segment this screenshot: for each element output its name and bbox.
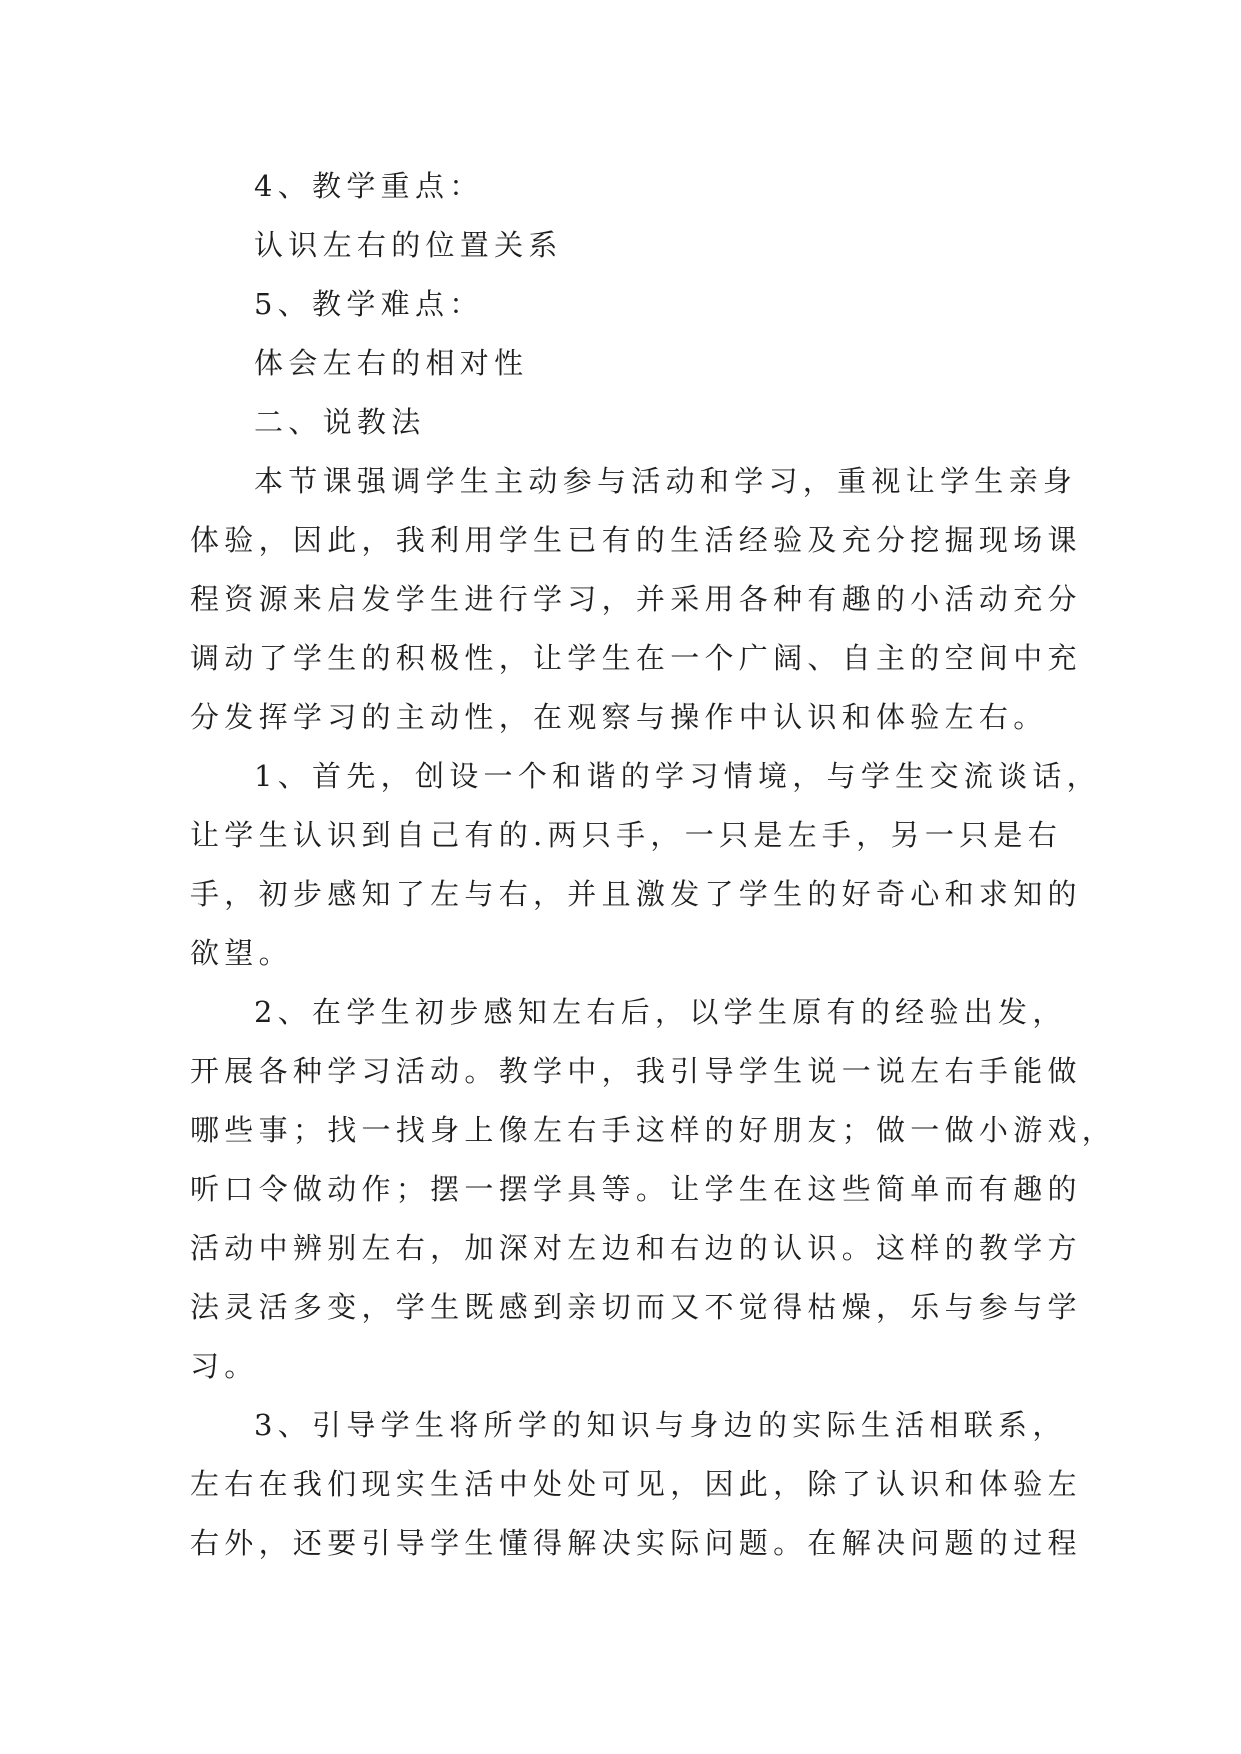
heading-teaching-focus: 4、教学重点： — [254, 169, 484, 203]
paragraph-line: 习。 — [190, 1349, 259, 1383]
heading-teaching-difficulty: 5、教学难点： — [254, 287, 484, 321]
teaching-focus-text: 认识左右的位置关系 — [254, 228, 563, 262]
paragraph-line: 2、在学生初步感知左右后，以学生原有的经验出发， — [254, 995, 1067, 1029]
paragraph-line: 哪些事；找一找身上像左右手这样的好朋友；做一做小游戏， — [190, 1113, 1117, 1147]
paragraph-line: 3、引导学生将所学的知识与身边的实际生活相联系， — [254, 1408, 1067, 1442]
paragraph-line: 调动了学生的积极性，让学生在一个广阔、自主的空间中充 — [190, 641, 1082, 675]
paragraph-line: 程资源来启发学生进行学习，并采用各种有趣的小活动充分 — [190, 582, 1082, 616]
paragraph-line: 开展各种学习活动。教学中，我引导学生说一说左右手能做 — [190, 1054, 1082, 1088]
paragraph-line: 体验，因此，我利用学生已有的生活经验及充分挖掘现场课 — [190, 523, 1082, 557]
teaching-difficulty-text: 体会左右的相对性 — [254, 346, 529, 380]
section-heading-teaching-method: 二、说教法 — [254, 405, 426, 439]
paragraph-line: 分发挥学习的主动性，在观察与操作中认识和体验左右。 — [190, 700, 1048, 734]
paragraph-line: 欲望。 — [190, 936, 293, 970]
paragraph-line: 1、首先，创设一个和谐的学习情境，与学生交流谈话， — [254, 759, 1101, 793]
paragraph-line: 让学生认识到自己有的.两只手，一只是左手，另一只是右 — [190, 818, 1063, 852]
paragraph-line: 听口令做动作；摆一摆学具等。让学生在这些简单而有趣的 — [190, 1172, 1082, 1206]
paragraph-line: 手，初步感知了左与右，并且激发了学生的好奇心和求知的 — [190, 877, 1082, 911]
paragraph-line: 法灵活多变，学生既感到亲切而又不觉得枯燥，乐与参与学 — [190, 1290, 1082, 1324]
paragraph-line: 左右在我们现实生活中处处可见，因此，除了认识和体验左 — [190, 1467, 1082, 1501]
paragraph-line: 右外，还要引导学生懂得解决实际问题。在解决问题的过程 — [190, 1526, 1082, 1560]
paragraph-line: 活动中辨别左右，加深对左边和右边的认识。这样的教学方 — [190, 1231, 1082, 1265]
paragraph-line: 本节课强调学生主动参与活动和学习，重视让学生亲身 — [254, 464, 1078, 498]
